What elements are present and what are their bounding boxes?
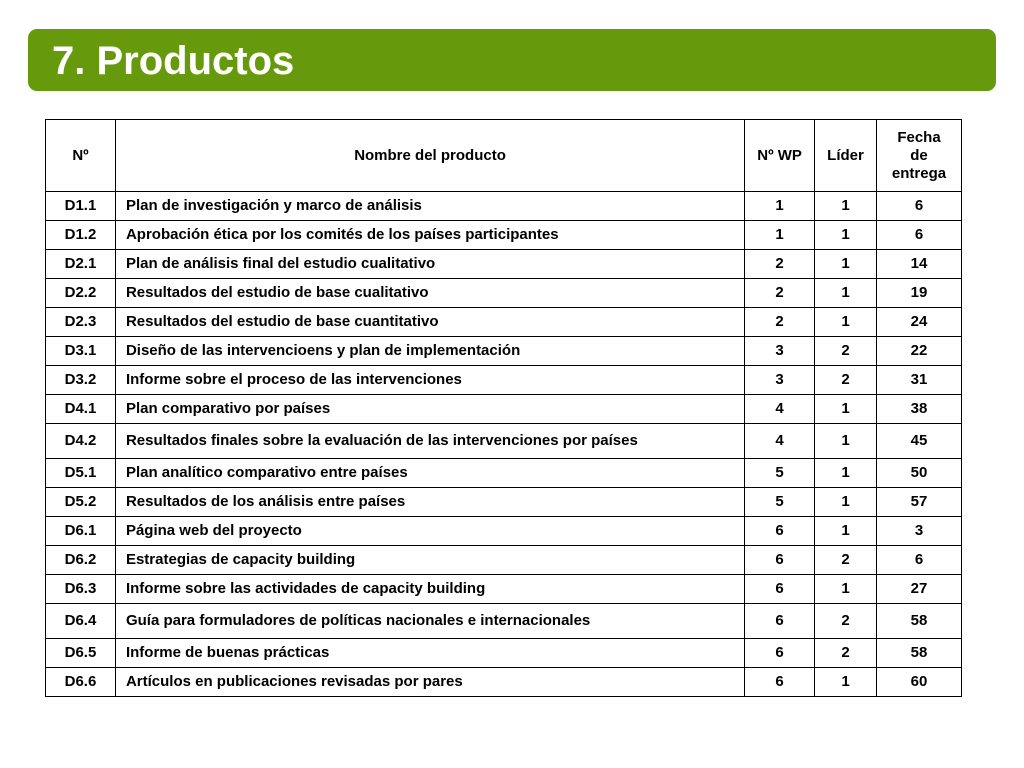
cell-name: Informe sobre el proceso de las intervenciones <box>115 366 744 395</box>
cell-leader: 2 <box>815 546 877 575</box>
table-row <box>46 279 962 308</box>
cell-id: D5.2 <box>46 488 116 517</box>
cell-id: D6.4 <box>46 604 116 639</box>
cell-name: Informe sobre las actividades de capacity building <box>115 575 744 604</box>
cell-date: 6 <box>877 546 962 575</box>
cell-name: Diseño de las intervencioens y plan de implementación <box>115 337 744 366</box>
cell-id: D6.1 <box>46 517 116 546</box>
cell-leader: 1 <box>815 668 877 697</box>
cell-wp: 4 <box>745 395 815 424</box>
cell-leader: 1 <box>815 192 877 221</box>
table-row <box>46 488 962 517</box>
cell-wp: 2 <box>745 308 815 337</box>
cell-name: Resultados del estudio de base cuantitativo <box>115 308 744 337</box>
cell-leader: 1 <box>815 459 877 488</box>
table-row <box>46 517 962 546</box>
table-row <box>46 604 962 639</box>
cell-id: D1.1 <box>46 192 116 221</box>
cell-id: D6.3 <box>46 575 116 604</box>
cell-date: 38 <box>877 395 962 424</box>
cell-name: Aprobación ética por los comités de los países participantes <box>115 221 744 250</box>
cell-name: Resultados finales sobre la evaluación de las intervenciones por países <box>115 424 744 459</box>
cell-id: D6.5 <box>46 639 116 668</box>
cell-id: D3.1 <box>46 337 116 366</box>
cell-wp: 6 <box>745 668 815 697</box>
cell-id: D2.2 <box>46 279 116 308</box>
cell-id: D6.2 <box>46 546 116 575</box>
cell-leader: 2 <box>815 604 877 639</box>
cell-wp: 6 <box>745 604 815 639</box>
cell-id: D3.2 <box>46 366 116 395</box>
cell-wp: 4 <box>745 424 815 459</box>
cell-name: Resultados del estudio de base cualitativo <box>115 279 744 308</box>
cell-name: Página web del proyecto <box>115 517 744 546</box>
cell-leader: 1 <box>815 488 877 517</box>
cell-id: D6.6 <box>46 668 116 697</box>
cell-leader: 2 <box>815 366 877 395</box>
cell-name: Plan de análisis final del estudio cualitativo <box>115 250 744 279</box>
header-date-line3: entrega <box>891 164 947 182</box>
cell-id: D4.2 <box>46 424 116 459</box>
cell-id: D2.3 <box>46 308 116 337</box>
cell-id: D1.2 <box>46 221 116 250</box>
header-date-line2: de <box>910 146 928 164</box>
cell-wp: 3 <box>745 366 815 395</box>
cell-date: 6 <box>877 192 962 221</box>
cell-leader: 1 <box>815 250 877 279</box>
table-row <box>46 575 962 604</box>
header-date-line1: Fecha <box>897 128 941 146</box>
table-row <box>46 192 962 221</box>
table-row <box>46 424 962 459</box>
cell-wp: 1 <box>745 221 815 250</box>
cell-name: Estrategias de capacity building <box>115 546 744 575</box>
cell-date: 31 <box>877 366 962 395</box>
cell-date: 50 <box>877 459 962 488</box>
table-row <box>46 221 962 250</box>
cell-leader: 1 <box>815 279 877 308</box>
table-row <box>46 546 962 575</box>
cell-id: D4.1 <box>46 395 116 424</box>
header-date <box>877 120 962 192</box>
cell-wp: 6 <box>745 575 815 604</box>
table-row <box>46 337 962 366</box>
header-leader: Líder <box>815 120 877 192</box>
cell-name: Artículos en publicaciones revisadas por pares <box>115 668 744 697</box>
title-bar <box>28 29 996 91</box>
cell-wp: 2 <box>745 250 815 279</box>
table-header-row <box>46 120 962 192</box>
cell-wp: 3 <box>745 337 815 366</box>
cell-leader: 1 <box>815 517 877 546</box>
table-row <box>46 668 962 697</box>
table-row <box>46 459 962 488</box>
table-body <box>46 192 962 697</box>
products-table <box>45 119 962 697</box>
cell-wp: 6 <box>745 517 815 546</box>
cell-date: 14 <box>877 250 962 279</box>
cell-name: Plan analítico comparativo entre países <box>115 459 744 488</box>
header-id: Nº <box>46 120 116 192</box>
cell-id: D2.1 <box>46 250 116 279</box>
cell-date: 45 <box>877 424 962 459</box>
cell-date: 6 <box>877 221 962 250</box>
table-row <box>46 639 962 668</box>
cell-date: 19 <box>877 279 962 308</box>
cell-leader: 2 <box>815 337 877 366</box>
cell-date: 3 <box>877 517 962 546</box>
cell-leader: 1 <box>815 221 877 250</box>
cell-leader: 1 <box>815 395 877 424</box>
cell-leader: 1 <box>815 308 877 337</box>
cell-wp: 6 <box>745 639 815 668</box>
cell-name: Guía para formuladores de políticas nacionales e internacionales <box>115 604 744 639</box>
cell-date: 58 <box>877 639 962 668</box>
cell-leader: 1 <box>815 575 877 604</box>
cell-leader: 2 <box>815 639 877 668</box>
cell-name: Plan de investigación y marco de análisis <box>115 192 744 221</box>
cell-wp: 6 <box>745 546 815 575</box>
table-row <box>46 395 962 424</box>
table-row <box>46 366 962 395</box>
cell-date: 22 <box>877 337 962 366</box>
page-title: 7. Productos <box>52 39 295 83</box>
cell-id: D5.1 <box>46 459 116 488</box>
cell-date: 58 <box>877 604 962 639</box>
cell-wp: 5 <box>745 459 815 488</box>
cell-date: 60 <box>877 668 962 697</box>
cell-name: Resultados de los análisis entre países <box>115 488 744 517</box>
cell-wp: 5 <box>745 488 815 517</box>
header-wp: Nº WP <box>745 120 815 192</box>
cell-name: Plan comparativo por países <box>115 395 744 424</box>
cell-date: 27 <box>877 575 962 604</box>
cell-name: Informe de buenas prácticas <box>115 639 744 668</box>
cell-date: 24 <box>877 308 962 337</box>
cell-wp: 1 <box>745 192 815 221</box>
table-row <box>46 250 962 279</box>
cell-leader: 1 <box>815 424 877 459</box>
cell-wp: 2 <box>745 279 815 308</box>
cell-date: 57 <box>877 488 962 517</box>
header-name: Nombre del producto <box>115 120 744 192</box>
table-row <box>46 308 962 337</box>
